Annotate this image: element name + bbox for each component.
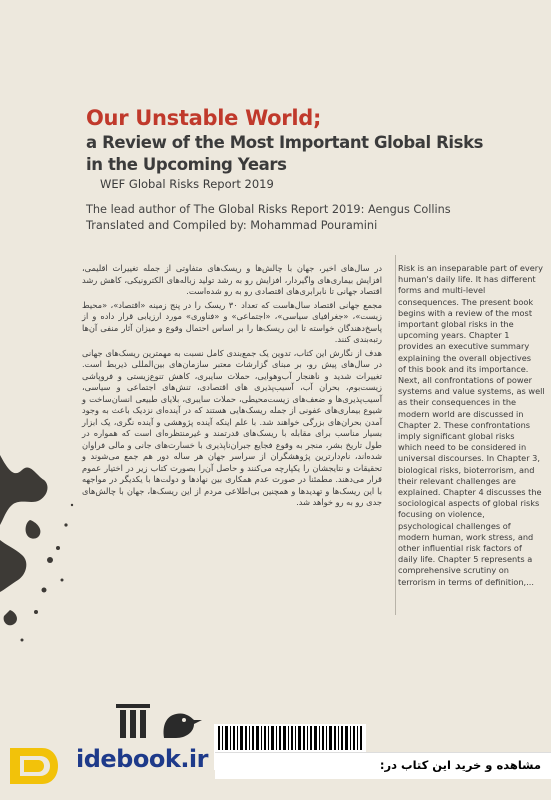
persian-paragraph-2: مجمع جهانی اقتصاد سال‌هاست که تعداد ۳۰ ریسک را در پنج زمینه «اقتصاد»، «محیط زیست»، «جغرافیای سیاسی»، «اجتماعی» و «فناوری» مورد ارزیابی قرار داده و از پاسخ‌دهندگان خواسته تا این ریسک‌ها را بر اساس احتمال وقوع و میزان آثار منفی آن‌ها رتبه‌بندی کنند. (82, 299, 382, 344)
book-title: Our Unstable World; (86, 106, 322, 130)
book-title-line-3: in the Upcoming Years (86, 155, 287, 174)
persian-description (82, 263, 382, 511)
lead-author-credit: The lead author of The Global Risks Report 2019: Aengus Collins (86, 203, 451, 216)
translator-credit: Translated and Compiled by: Mohammad Pouramini (86, 219, 378, 232)
persian-paragraph-1: در سال‌های اخیر، جهان با چالش‌ها و ریسک‌های متفاوتی از جمله تغییرات اقلیمی، افزایش بیماری‌های واگیردار، افزایش رو به رشد تولید زباله‌های الکترونیکی، کاهش رشد اقتصاد جهانی تا نابرابری‌های اقتصادی رو به رو شده‌است. (82, 263, 382, 296)
logo-text-suffix: .ir (180, 745, 208, 773)
logo-text-main: idebook (76, 745, 181, 773)
english-description: Risk is an inseparable part of every human's daily life. It has different forms and multi-level consequences. The present book begins with a review of the most important global risks in the upcoming years. Chapter 1 provides an executive summary explaining the overall objectives of this book and its importance. Next, all confrontations of power systems and value systems, as well as their consequences in the modern world are discussed in Chapter 2. These confrontations imply significant global risks which need to be considered in universal discourses. In Chapter 3, biological risks, bioterrorism, and their relevant challenges are explained. Chapter 4 discusses the sociological aspects of global risks focusing on violence, psychological challenges of modern human, work stress, and other influential risk factors of daily life. Chapter 5 represents a comprehensive scrutiny on terrorism in terms of definition,... (398, 263, 545, 587)
idebook-logo[interactable] (76, 745, 208, 773)
purchase-banner-text: مشاهده و خرید این کتاب در: (379, 758, 541, 772)
persian-paragraph-3: هدف از نگارش این کتاب، تدوین یک جمع‌بندی کامل نسبت به مهمترین ریسک‌های جهانی در سال‌های پیش رو، بر مبنای گزارشات معتبر سازمان‌های بین‌المللی ذیربط است. تغییرات شدید و ناهنجار آب‌وهوایی، حملات سایبری، کاهش تنوع‌زیستی و فروپاشی زیست‌بوم، بحران آب، آسیب‌پذیری های اقتصادی، تنش‌های اجتماعی و سیاسی، آسیب‌پذیری‌ها و ضعف‌های زیست‌محیطی، حملات سایبری، بلایای طبیعی انسان‌ساخت و شیوع بیماری‌های عفونی از جمله ریسک‌هایی هستند که در آینده‌ای نزدیک باعث به وجود آمدن بحران‌های بزرگی خواهند شد. با علم اینکه آینده پژوهشی و آینده نگری، یک ابزار بسیار مناسب برای مقابله با ریسک‌های قدرتمند و غیرمنتظره‌ای است که همواره در طول تاریخ بشر، منجر به وقوع فجایع جبران‌ناپذیری با خسارت‌های جانی و مالی فراوان شده‌اند، نام‌دارترین پژوهشگران از سراسر جهان هر ساله دور هم جمع می‌شوند و تحقیقات و نتایجشان را یکپارچه می‌کنند و حاصل آن‌را بصورت کتاب زیر در اختیار عموم قرار می‌دهند. مطمئنا در صورت عدم همکاری بین نهادها و دولت‌ها با یکدیگر در مواجهه با این ریسک‌ها و تهدیدها و همچنین بی‌اطلاعی مردم از این ریسک‌ها، جهان با چالش‌های جدی رو به رو خواهد شد. (82, 347, 382, 507)
publisher-logo-icon (114, 680, 204, 740)
book-subtitle: WEF Global Risks Report 2019 (100, 177, 274, 191)
book-title-line-2: a Review of the Most Important Global Risks (86, 133, 484, 152)
purchase-banner[interactable] (215, 752, 551, 779)
column-divider (395, 255, 396, 615)
